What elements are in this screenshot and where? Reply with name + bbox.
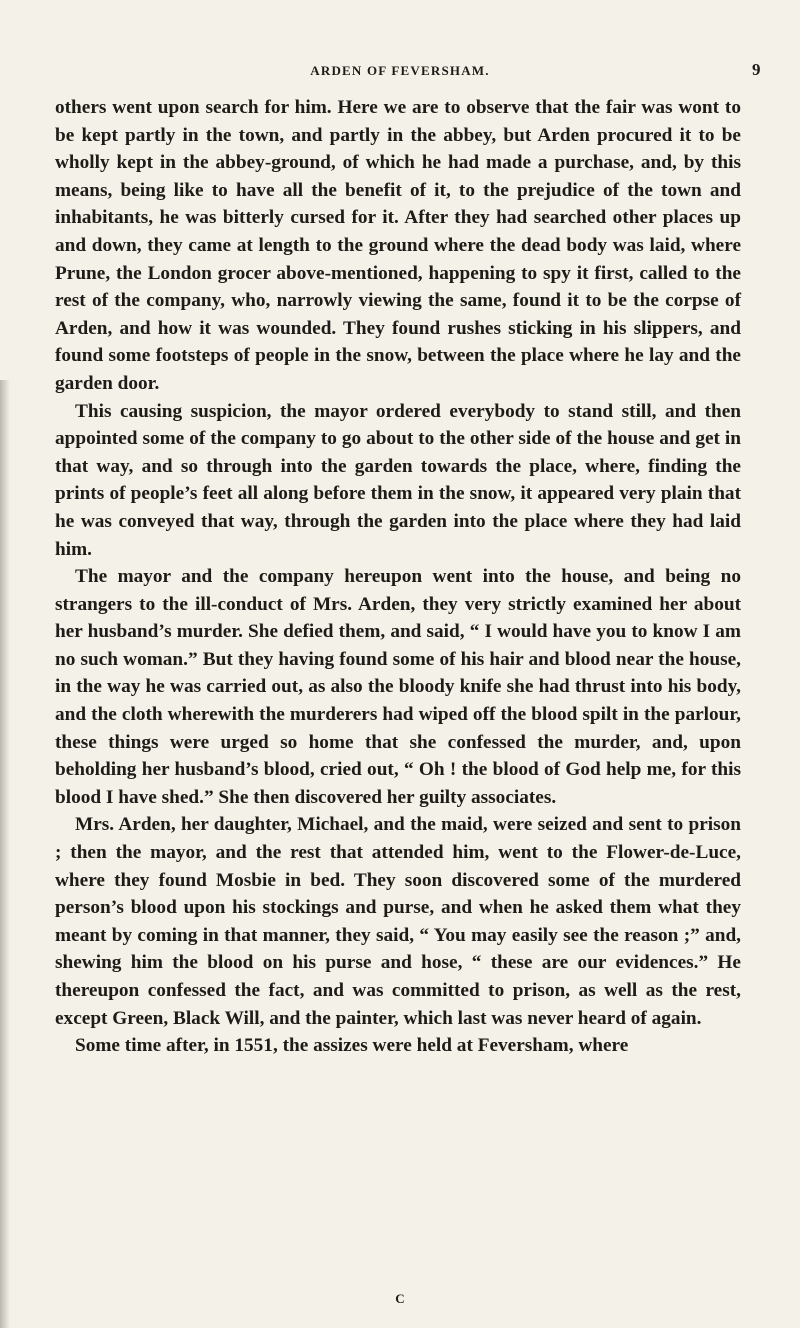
running-title: ARDEN OF FEVERSHAM. xyxy=(310,63,490,78)
paragraph: The mayor and the company hereupon went into the house, and being no strangers to the ill-conduct of Mrs. Arden, they very strictly examined her about her husband’s murder. She defied them, and said, “ I would have you to know I am no such woman.” But they having found some of his hair and blood near the house, in the way he was carried out, as also the bloody knife she had thrust into his body, and the cloth wherewith the murderers had wiped off the blood spilt in the parlour, these things were urged so home that she confessed the murder, and, upon beholding her husband’s blood, cried out, “ Oh ! the blood of God help me, for this blood I have shed.” She then discovered her guilty associates. xyxy=(55,566,741,808)
body-text xyxy=(55,94,741,1060)
running-head xyxy=(0,60,800,84)
spine-shadow xyxy=(0,380,10,1328)
paragraph: Mrs. Arden, her daughter, Michael, and the maid, were seized and sent to prison ; then the mayor, and the rest that attended him, went to the Flower-de-Luce, where they found Mosbie in bed. They soon discovered some of the murdered person’s blood upon his stockings and purse, and when he asked them what they meant by coming in that manner, they said, “ You may easily see the reason ;” and, shewing him the blood on his purse and hose, “ these are our evidences.” He thereupon confessed the fact, and was committed to prison, as well as the rest, except Green, Black Will, and the painter, which last was never heard of again. xyxy=(55,814,741,1029)
page-number: 9 xyxy=(752,60,761,79)
paragraph: This causing suspicion, the mayor ordered everybody to stand still, and then appointed some of the company to go about to the other side of the house and get in that way, and so through into the garden towards the place, where, finding the prints of people’s feet all along before them in the snow, it appeared very plain that he was conveyed that way, through the garden into the place where they had laid him. xyxy=(55,400,741,560)
paragraph: others went upon search for him. Here we are to observe that the fair was wont to be kept partly in the town, and partly in the abbey, but Arden procured it to be wholly kept in the abbey-ground, of which he had made a purchase, and, by this means, being like to have all the benefit of it, to the prejudice of the town and inhabitants, he was bitterly cursed for it. After they had searched other places up and down, they came at length to the ground where the dead body was laid, where Prune, the London grocer above-mentioned, happening to spy it first, called to the rest of the company, who, narrowly viewing the same, found it to be the corpse of Arden, and how it was wounded. They found rushes sticking in his slippers, and found some footsteps of people in the snow, between the place where he lay and the garden door. xyxy=(55,97,741,394)
signature-mark: C xyxy=(395,1291,405,1306)
paragraph: Some time after, in 1551, the assizes were held at Feversham, where xyxy=(75,1035,629,1057)
